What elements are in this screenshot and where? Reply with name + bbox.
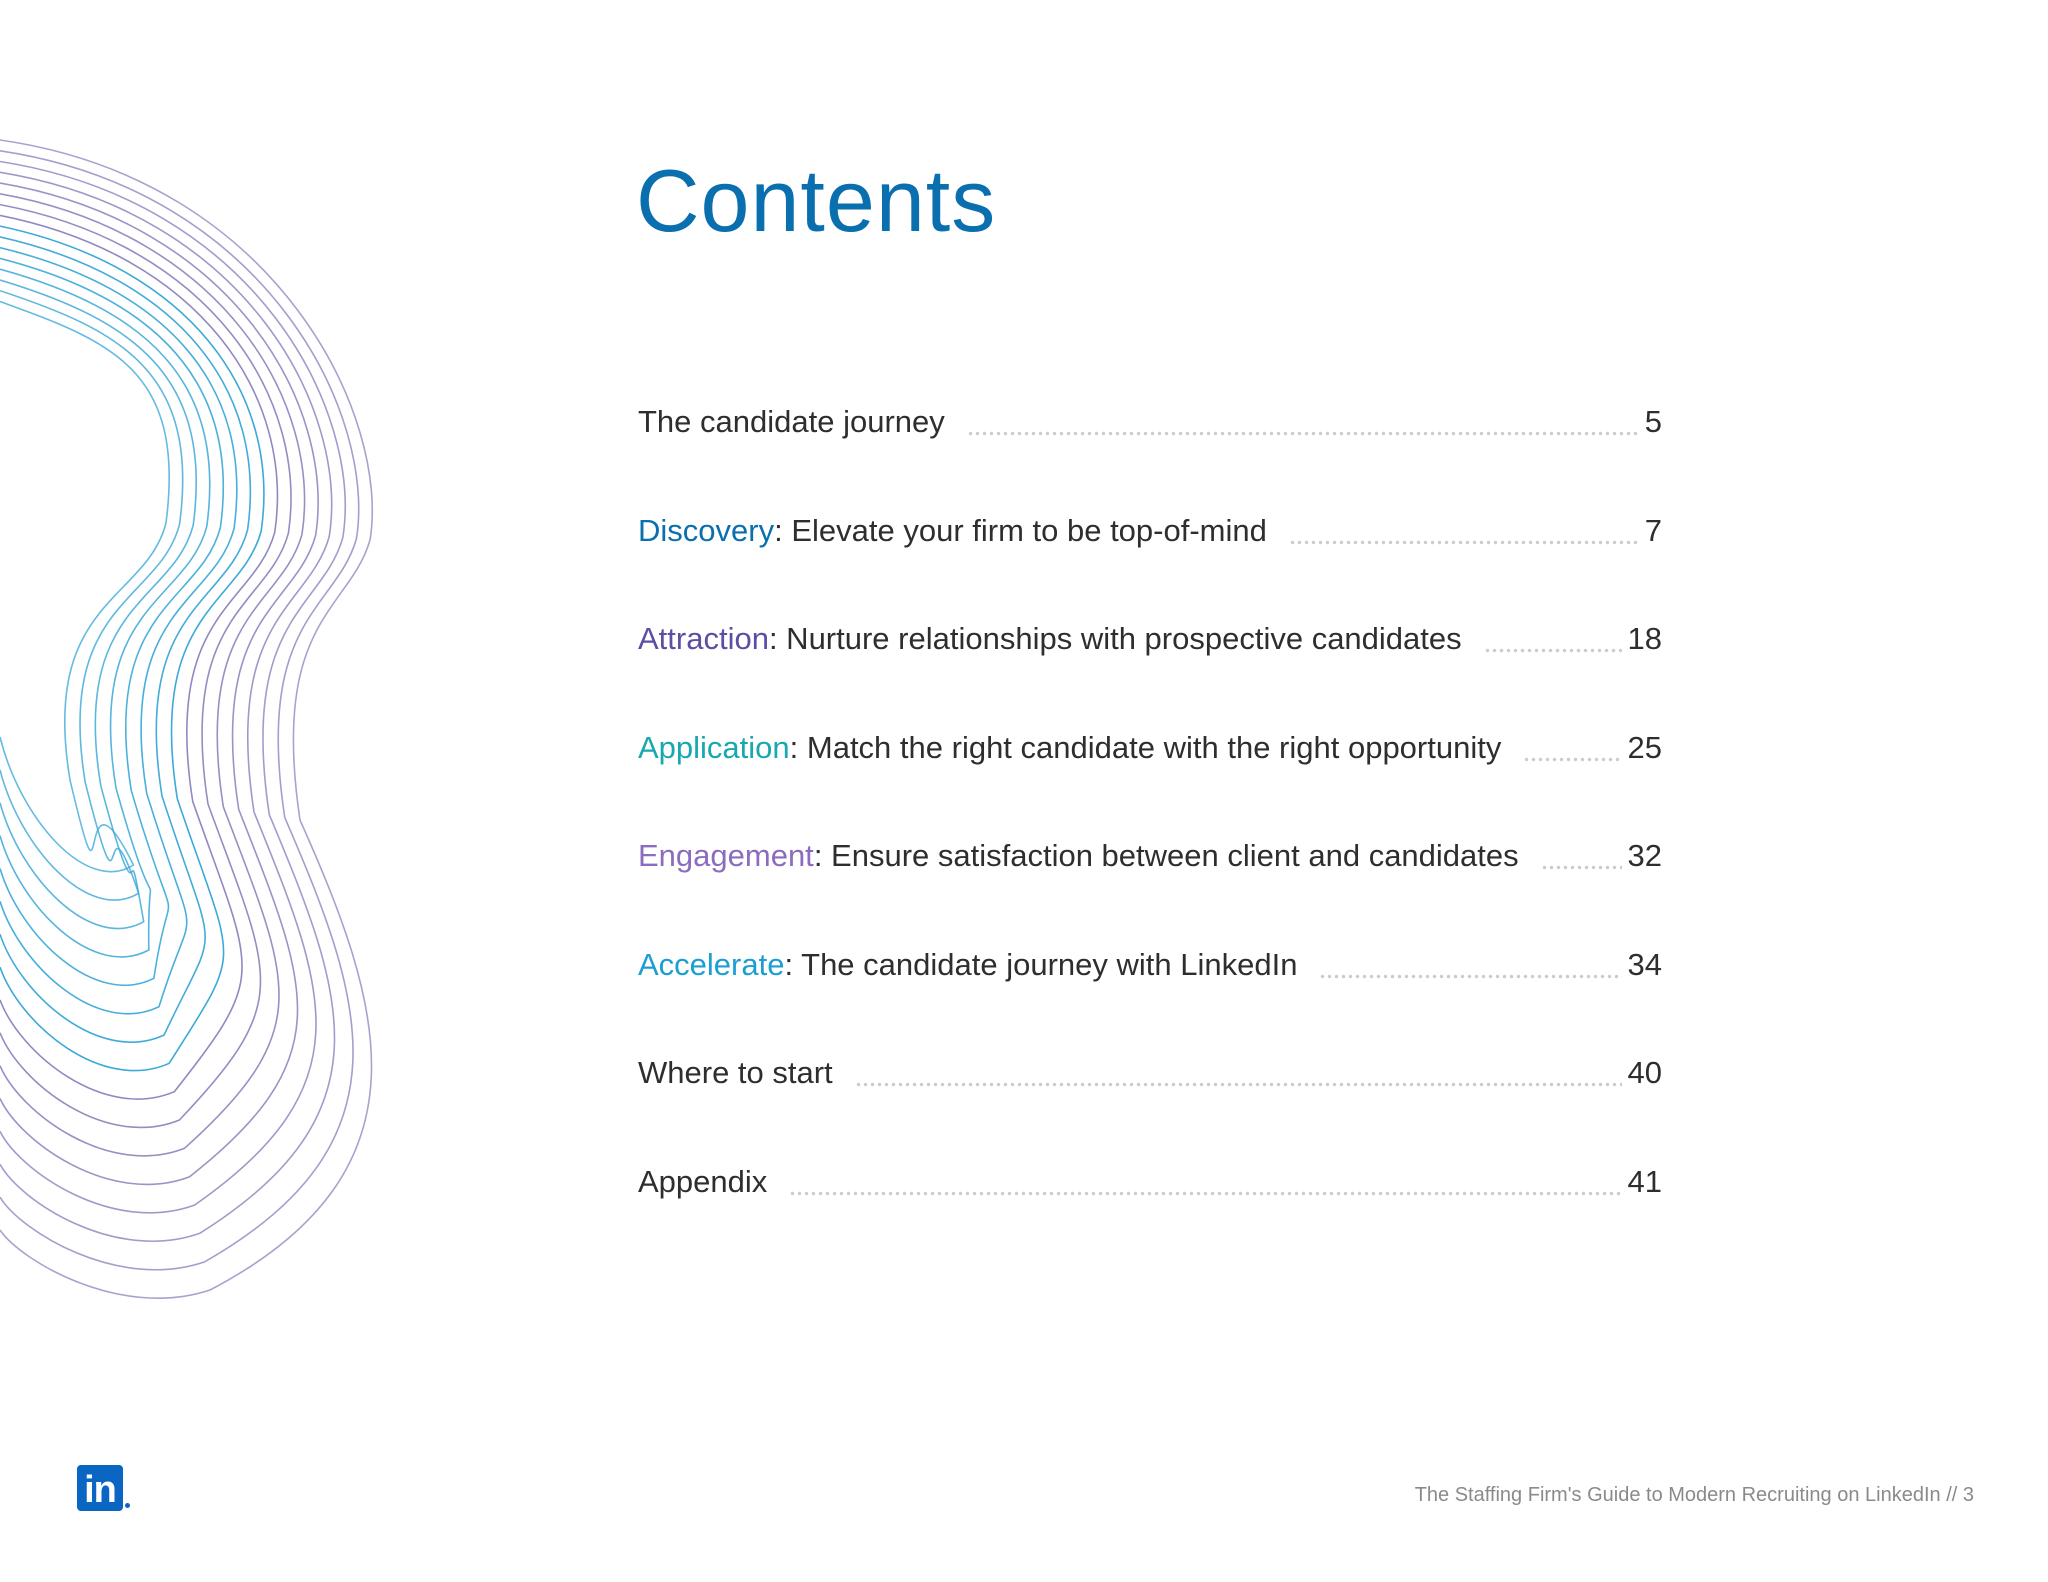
toc-entry-text: The candidate journey [638,404,945,439]
toc-entry[interactable] [638,1152,1662,1261]
toc-entry-keyword: Accelerate [638,946,785,982]
toc-dot-leader [789,1152,1621,1212]
toc-entry-label [638,1152,767,1212]
wave-contour-line [0,302,169,872]
toc-entry-label [638,935,1297,995]
footer-separator: // [1946,1484,1958,1506]
toc-entry-keyword: Application [638,729,790,765]
wave-contour-line [0,215,277,1099]
toc-entry-keyword: Attraction [638,621,769,656]
toc-entry-keyword: Engagement [638,838,814,873]
toc-entry[interactable] [638,1043,1662,1152]
toc-entry-text: : The candidate journey with LinkedIn [784,946,1298,982]
toc-entry-keyword: Discovery [638,512,775,548]
toc-entry-text: Where to start [638,1055,833,1090]
toc-entry-text: : Nurture relationships with prospective candidates [768,621,1462,656]
wave-contour-line [0,140,372,1298]
toc-entry-page-number: 5 [1644,404,1662,439]
footer [1415,1484,1974,1507]
toc-dot-leader [1484,609,1622,669]
wave-contour-line [0,291,183,900]
footer-page-number: 3 [1962,1484,1974,1506]
footer-guide-title: The Staffing Firm's Guide to Modern Recruiting on LinkedIn [1414,1484,1941,1506]
toc-entry-label [638,392,945,452]
wave-contour-line [0,205,291,1128]
toc-entry-label [638,826,1519,886]
wave-contour-line [0,151,359,1270]
toc-dot-leader [855,1043,1622,1103]
toc-entry[interactable] [638,609,1662,718]
toc-entry[interactable] [638,718,1662,827]
toc-dot-leader [967,392,1639,452]
toc-dot-leader [1319,935,1621,995]
toc-entry[interactable] [638,501,1662,610]
toc-entry-label [638,1043,833,1103]
toc-dot-leader [1541,826,1622,886]
toc-dot-leader [1289,501,1639,561]
toc-dot-leader [1523,718,1621,778]
toc-entry-label [638,501,1267,561]
toc-entry[interactable] [638,935,1662,1044]
logo-trademark-dot [125,1503,130,1508]
toc-entry-label [638,718,1501,778]
toc-entry-label [638,609,1462,669]
toc-entry[interactable] [638,392,1662,501]
wave-contour-line [0,226,264,1070]
toc-entry[interactable] [638,826,1662,935]
toc-entry-text: : Elevate your firm to be top-of-mind [774,512,1267,548]
decorative-wave-graphic [0,0,420,1320]
wave-contour-line [0,194,305,1156]
toc-entry-page-number: 25 [1627,729,1662,765]
toc-entry-page-number: 7 [1644,512,1662,548]
linkedin-logo-icon: in [77,1465,123,1511]
toc-entry-text: Appendix [638,1163,768,1199]
table-of-contents [638,392,1662,1260]
toc-entry-page-number: 34 [1627,946,1662,982]
toc-entry-page-number: 41 [1627,1163,1662,1199]
page-title: Contents [636,151,997,250]
wave-contour-line [0,237,250,1042]
toc-entry-text: : Ensure satisfaction between client and candidates [813,838,1519,873]
toc-entry-text: : Match the right candidate with the right opportunity [789,729,1502,765]
toc-entry-page-number: 40 [1627,1055,1662,1090]
toc-entry-page-number: 18 [1627,621,1662,656]
toc-entry-page-number: 32 [1627,838,1662,873]
